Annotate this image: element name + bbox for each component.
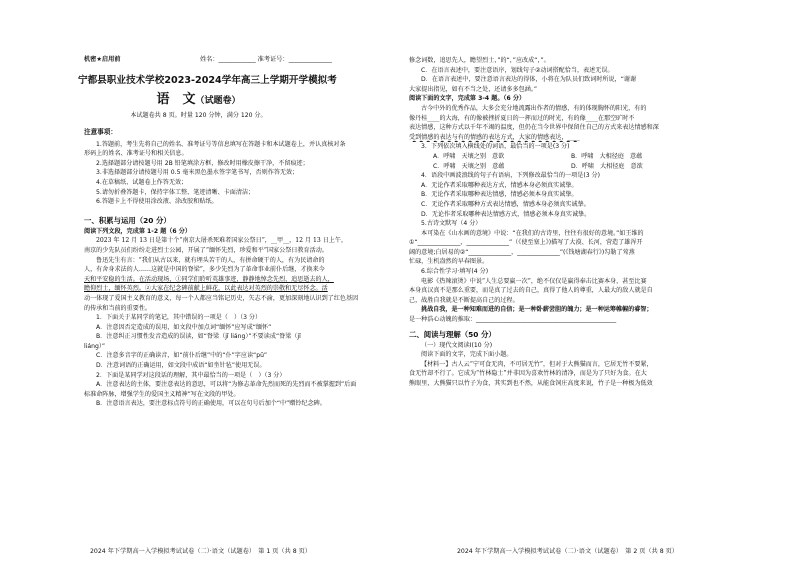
q6-fill: 是一种浩心动魄的推取：______________________________________________	[409, 316, 617, 324]
page-right	[397, 0, 794, 561]
page2-body	[409, 56, 757, 389]
passage-line: 表达情感，这种方式以千年不竭的温度，但仍在当今世界中保留住自己的方式来表达情感和深	[409, 124, 659, 132]
q4-option: C．无论作者采取哪种方式表达情感，情感本身必须真实诚挚。	[421, 200, 590, 208]
q3-option: C．呼啸 天壤之别 意蕴	[433, 162, 505, 170]
reading-intro: 阅读下列文段，完成第 1-2 题（6 分）	[84, 227, 191, 235]
passage-line: 南京的少先队员们纷纷走进烈士公园，开展了“缅怀先烈，珍爱和平”国家公祭日教育活动。	[84, 246, 328, 254]
exam-meta: 本试题卷共 8 页。时量 120 分钟，满分 120 分。	[130, 112, 267, 119]
reading-intro: 阅读下面的文字，完成第 3-4 题。（6 分）	[409, 95, 526, 103]
q2-option: D．在语言表述中，要注意语言表达的得体，小将在为队员们致词时所说，“谢谢	[421, 76, 637, 84]
page-footer: 2024 年下学期高一入学模拟考试试卷（二）·语文（试题卷） 第 2 页（共 8 页）	[457, 548, 679, 555]
passage-line: 天和平安稳的生活。在活动现场，①同学们聆听英雄事迹，静静地悼念先烈，追思逝去的人，	[84, 275, 334, 283]
page-footer: 2024 年下学期高一入学模拟考试试卷（二）·语文（试题卷） 第 1 页（共 8 页）	[90, 548, 312, 555]
section-heading: 一、积累与运用（20 分）	[84, 215, 171, 225]
name-and-id-field: 姓名：____________ 准考证号：______________	[200, 56, 332, 63]
q3-option: B．呼啸 大相径庭 意蕴	[571, 152, 643, 160]
q1-option: C．注意多音字的正确读音，如“前仆后继”中的“仆”字应读“pū”	[96, 352, 268, 360]
q2-option: A．注意表达的主体，要注意表达的意思，可以将“为修志革命先烈而死的先烈而不被掌握到”后面	[96, 381, 357, 389]
q5-line: 阔的意境;白居易的②“______________，______________”(《钱塘湖春行》)勾勒了莺燕	[409, 248, 635, 256]
subject-note: （试题卷）	[195, 96, 241, 106]
q3-options-row	[409, 152, 757, 162]
passage-line: 人，有舍身求法的人……这就是中国的脊梁”，多少先烈为了革命事业前仆后继，才换来今	[84, 266, 325, 274]
school-title: 宁都县职业技术学校2023-2024学年高三上学期开学模拟考	[78, 75, 337, 86]
question-1: 1．下面关于某同学的笔记，其中错误的一项是（ ）（3 分）	[96, 314, 262, 322]
passage-line: 古今中外的优秀作品，大多会充分地流露出作者的情感，有的体现胸怀的阳光，有的	[421, 104, 647, 112]
subject-name: 语 文	[156, 92, 196, 107]
q1-option: D．注意词语的正确运用，如文段中成语“如坐针毡”使用无误。	[96, 362, 266, 370]
q6-line: 己，战胜自我就是不断提高自己的过程。	[409, 296, 519, 304]
subject-title	[0, 88, 397, 107]
q6-line: 本身真汉真不是那么重要，而是真了过去的自己，真得了他人的尊重，人最大的敌人就是自	[409, 287, 653, 295]
subsection-heading: （一）现代文阅读Ⅰ(10 分)	[421, 341, 493, 349]
q5-line: ①“______________，______________”（《使至塞上》)描写了大漠、长河，营造了雄浑开	[409, 239, 643, 247]
q3-option: A．呼啸 天壤之别 意欲	[433, 152, 505, 160]
q4-option: D．无论作者采取哪种表达情感方式，情感必须本身真实诚挚。	[421, 210, 591, 218]
q5-line: 本可染在《山水画的意境》中说：“在我们的古诗里，往往有很好的意境。”如王维的	[421, 229, 644, 237]
passage-line: 受到情感的表达与有的情感的表达方式，大家的情感表达，____	[409, 133, 580, 141]
notice-line: 2.选择题部分请按题号用 2B 铅笔填涂方框，修改时用橡皮擦干净，不留痕迹；	[96, 159, 309, 167]
material-line: 【材料一】古人云“宁可食无肉，不可居无竹”，但对于大熊猫而言，它居无竹不要紧，	[421, 360, 653, 368]
section-heading: 二、阅读与理解（50 分）	[409, 329, 496, 339]
passage-line: 2023 年 12 月 13 日是第十个“南京大屠杀死难者国家公祭日”，__甲__，12 月 13 日上午，	[96, 237, 348, 245]
question-6: 6.综合性学习·填写(4 分)	[421, 268, 489, 276]
question-4: 4．语段中画波浪线的句子有语病，下列修改最恰当的一项是(3 分)	[421, 172, 600, 180]
q5-line: 忙碌，生机盎然的早春图景。	[409, 258, 489, 266]
q1-option: B．注意纠正习惯性发音造成的误读，如“脊梁（jǐ liáng）”不要读成“脊梁（jǐ	[96, 333, 301, 341]
notice-title: 注意事项：	[84, 128, 117, 136]
q2-option: 大家提出指见，如有不当之处，还请多多包涵。”	[409, 85, 538, 93]
q4-option: A．无论作者采取哪种表达方式，情感本身必须真实诚挚。	[421, 181, 578, 189]
subsection-instruction: 阅读下面的文字，完成下面小题。	[421, 351, 513, 359]
q2-option: 标准命阵脉，增强学生的爱国主义精神”写在文段的甲处。	[84, 390, 240, 398]
q3-options-row	[409, 162, 757, 172]
secret-label: 机密★启用前	[84, 56, 121, 63]
material-line: 食无竹却不行了。它成为“竹林隐士”并非因为喜欢竹林的清净，而是为了只好为食。在大	[409, 370, 647, 378]
passage-line: 像丹桂____的大海，有的像被挫折夏日的一挥而过的时光，有的像____在那空旷时不	[409, 114, 635, 122]
q6-fill: 挑战自我，是一种知难而进的自信；是一种卧薪尝胆的魄力；是一种运筹帷幄的睿智；	[421, 306, 653, 314]
page1-body	[84, 128, 384, 409]
notice-line: 3.非选择题部分请按题号用 0.5 毫米黑色墨水签字笔书写，否则作答无效；	[96, 169, 299, 177]
question-2: 2．下面是某同学对这段话的理解，其中最恰当的一项是（ ）（3 分）	[96, 371, 286, 379]
passage-line: 动一体现了爱国主义教育的意义，每一个人都应当铭记历史，矢志不渝，更加深刻地认识到了红色基因	[84, 294, 359, 302]
passage-line: 瞻仰烈士，缅怀英烈。②大家在纪念碑前献上鲜花，以此表达对英烈的崇敬和无尽怀念。活	[84, 285, 328, 293]
notice-line: 6.答题卡上不得使用涂改液、涂改胶和贴纸。	[96, 198, 218, 206]
material-line: 熊眼里，大熊猫只以竹子为食，其实到也不然，从能食饲庄高度来说，竹子是一种极为低效	[409, 380, 653, 387]
q2-option: B．注意语言表达，要注意标点符号的正确使用，可以在句号后加个“中”赠铃纪念碑。	[96, 400, 326, 408]
passage-line: 的传承和当前的重要性。	[84, 304, 152, 312]
notice-line: 1.答题前，考生先将自己的姓名、准考证号等信息填写在答题卡和本试题卷上，并认真核对条	[96, 140, 346, 148]
notice-line: 形码上的姓名、准考证号和相关信息。	[84, 150, 188, 158]
q2-continued: 修念词数，追思先人，瞻望烈士，”的“，”应改成“，”。	[409, 57, 550, 64]
q3-option: D．呼啸 大相径庭 意欲	[571, 162, 643, 170]
q2-option: C．在语言表述中，要注意语序，划线句子②动词搭配恰当，表述无误。	[421, 66, 614, 74]
q1-option: A．注意因否定造成的误用，如文段中加点词“缅怀”应写成“缅怀”	[96, 323, 272, 331]
q1-option: liáng）”	[84, 342, 106, 350]
question-3: 3．下列依次填入横线处的词语，最恰当的一项是(3 分)	[421, 143, 570, 151]
passage-line: 鲁迅先生有言：“我们从古以来，就有埋头苦干的人，有拼命硬干的人，有为民请命的	[96, 256, 325, 264]
q4-option: B．无论作者采取哪种表达情感，情感必须本身真实诚挚。	[421, 191, 578, 199]
notice-line: 4.在草稿纸、试题卷上作答无效；	[96, 178, 188, 186]
question-5: 5.古诗文默写（4 分）	[421, 220, 482, 228]
notice-line: 5.请勿折叠答题卡，保持字体工整、笔迹清晰、卡面清洁；	[96, 188, 255, 196]
q6-line: 电影《热辣滚烫》中说“人生总要赢一次”，绝不仅仅是赢得奉击比赛本身，甚至比赛	[421, 277, 647, 285]
